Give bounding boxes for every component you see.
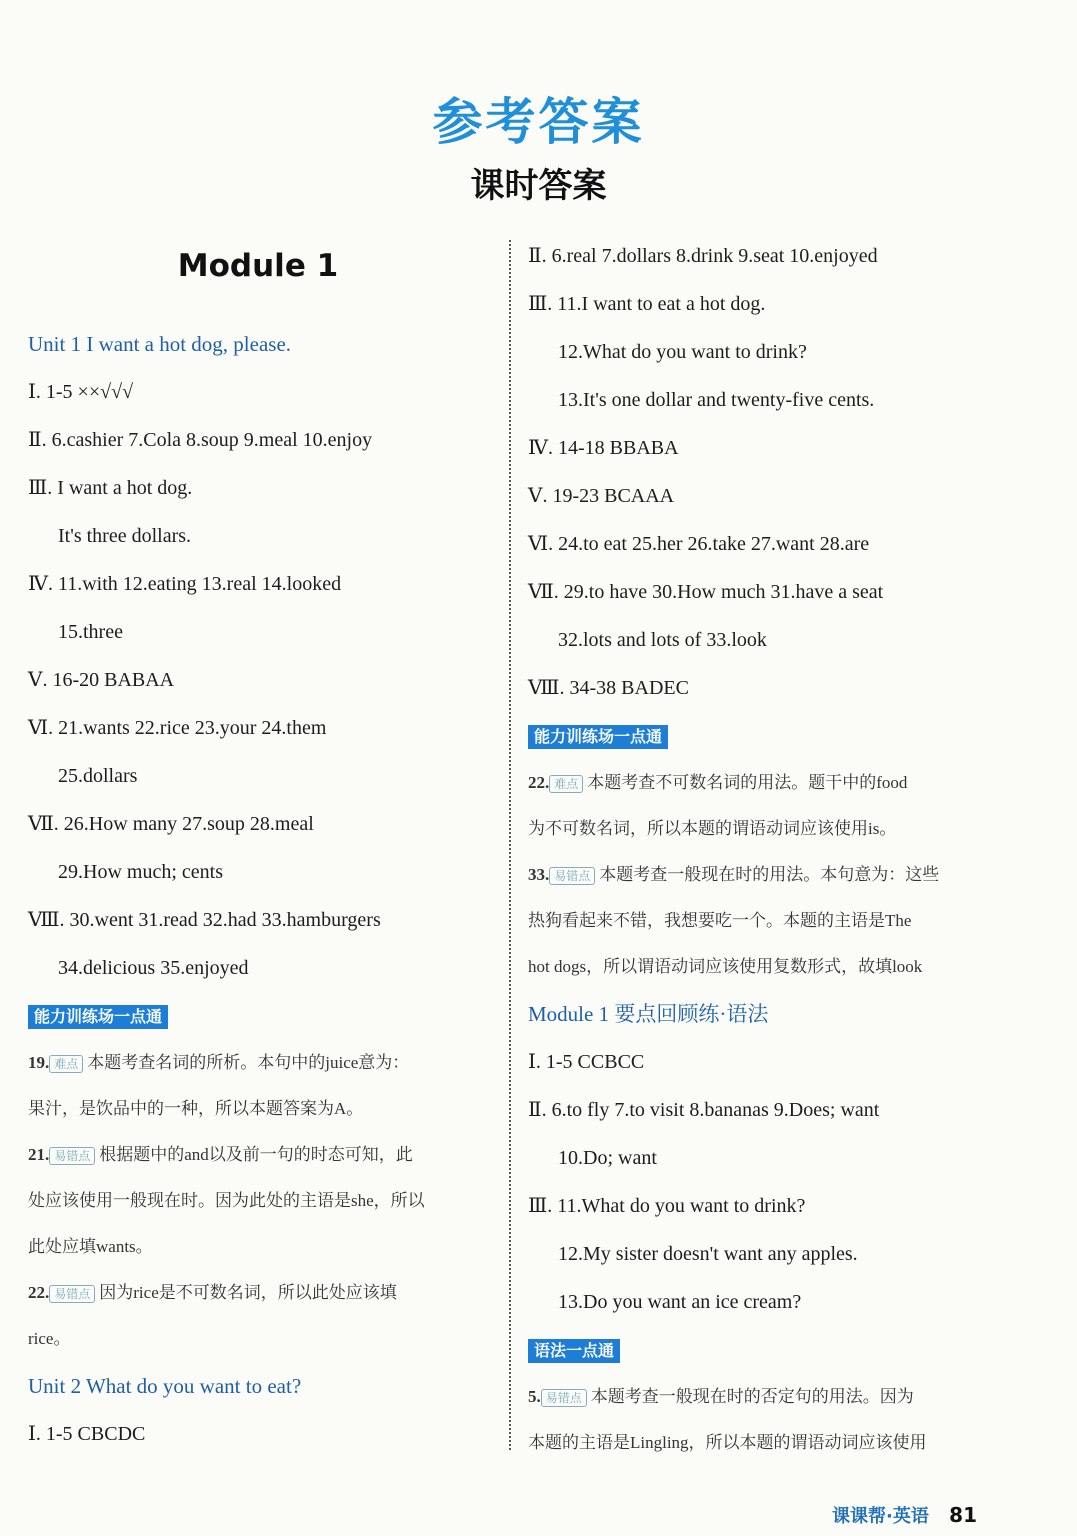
- explanation-number: 21.: [28, 1145, 50, 1164]
- difficulty-badge: 难点: [549, 775, 583, 793]
- page-title: 参考答案: [432, 93, 645, 151]
- footer-brand: 课课帮·英语: [832, 1506, 929, 1527]
- answer-line: Ⅱ. 6.to fly 7.to visit 8.bananas 9.Does; want: [528, 1099, 880, 1121]
- unit-heading: Module 1 要点回顾练·语法: [528, 1002, 769, 1026]
- explanation-text: 本题考查一般现在时的否定句的用法。因为: [590, 1387, 914, 1406]
- answer-line: Ⅱ. 6.real 7.dollars 8.drink 9.seat 10.enjoyed: [528, 245, 878, 267]
- answer-line: 32.lots and lots of 33.look: [558, 629, 767, 651]
- page-subtitle: 课时答案: [470, 166, 607, 206]
- answer-line: Ⅲ. 11.What do you want to drink?: [528, 1195, 806, 1217]
- left-column: [28, 230, 488, 1458]
- left-answer-list: [28, 320, 488, 1458]
- page-number: 81: [949, 1503, 977, 1527]
- explanation-line: [28, 1132, 488, 1178]
- answer-line: Ⅰ. 1-5 ××√√√: [28, 381, 134, 403]
- explanation-line: [28, 1178, 488, 1224]
- difficulty-badge: 易错点: [541, 1389, 587, 1407]
- explanation-text: 此处应填wants。: [28, 1237, 153, 1256]
- section-tag: 能力训练场一点通: [528, 725, 668, 749]
- answer-line: 25.dollars: [58, 765, 138, 787]
- explanation-text: 因为rice是不可数名词，所以此处应该填: [99, 1283, 397, 1302]
- answer-line: Ⅳ. 14-18 BBABA: [528, 437, 679, 459]
- answer-line: 12.What do you want to drink?: [558, 341, 807, 363]
- explanation-number: 5.: [528, 1387, 541, 1406]
- explanation-text: hot dogs，所以谓语动词应该使用复数形式，故填look: [528, 957, 923, 976]
- explanation-line: [28, 1224, 488, 1270]
- answer-line: Ⅱ. 6.cashier 7.Cola 8.soup 9.meal 10.enjoy: [28, 429, 373, 451]
- difficulty-badge: 难点: [49, 1055, 83, 1073]
- answer-line: Ⅵ. 21.wants 22.rice 23.your 24.them: [28, 717, 327, 739]
- right-column: [528, 232, 998, 1466]
- answer-line: Ⅰ. 1-5 CBCDC: [28, 1423, 146, 1445]
- answer-line: 13.It's one dollar and twenty-five cents.: [558, 389, 875, 411]
- answer-line: Ⅷ. 30.went 31.read 32.had 33.hamburgers: [28, 909, 381, 931]
- answer-line: Ⅴ. 16-20 BABAA: [28, 669, 175, 691]
- answer-line: 10.Do; want: [558, 1147, 657, 1169]
- explanation-text: 本题的主语是Lingling，所以本题的谓语动词应该使用: [528, 1433, 927, 1452]
- unit-heading: Unit 2 What do you want to eat?: [28, 1374, 302, 1398]
- explanation-number: 19.: [28, 1053, 50, 1072]
- explanation-line: [528, 944, 998, 990]
- explanation-text: 果汁，是饮品中的一种，所以本题答案为A。: [28, 1099, 364, 1118]
- explanation-number: 22.: [528, 773, 550, 792]
- explanation-line: [28, 1270, 488, 1316]
- unit-heading: Unit 1 I want a hot dog, please.: [28, 332, 292, 356]
- answer-line: 34.delicious 35.enjoyed: [58, 957, 249, 979]
- explanation-line: [528, 760, 998, 806]
- page-footer: [832, 1502, 977, 1528]
- answer-line: Ⅴ. 19-23 BCAAA: [528, 485, 675, 507]
- answer-line: 29.How much; cents: [58, 861, 223, 883]
- section-tag-row: [528, 712, 998, 760]
- explanation-line: [28, 1086, 488, 1132]
- section-tag-row: [28, 992, 488, 1040]
- answer-line: Ⅶ. 26.How many 27.soup 28.meal: [28, 813, 314, 835]
- explanation-text: 根据题中的and以及前一句的时态可知，此: [99, 1145, 413, 1164]
- answer-line: Ⅷ. 34-38 BADEC: [528, 677, 689, 699]
- explanation-text: 处应该使用一般现在时。因为此处的主语是she，所以: [28, 1191, 425, 1210]
- answer-line: Ⅲ. I want a hot dog.: [28, 477, 193, 499]
- explanation-line: [528, 1420, 998, 1466]
- difficulty-badge: 易错点: [49, 1285, 95, 1303]
- module-heading: Module 1: [177, 248, 339, 284]
- column-divider: [509, 240, 511, 1450]
- answer-line: 13.Do you want an ice cream?: [558, 1291, 802, 1313]
- answer-line: 15.three: [58, 621, 123, 643]
- answer-line: Ⅲ. 11.I want to eat a hot dog.: [528, 293, 766, 315]
- explanation-line: [528, 1374, 998, 1420]
- right-answer-list: [528, 232, 998, 1466]
- explanation-number: 33.: [528, 865, 550, 884]
- answer-line: Ⅵ. 24.to eat 25.her 26.take 27.want 28.are: [528, 533, 870, 555]
- answer-line: Ⅰ. 1-5 CCBCC: [528, 1051, 645, 1073]
- explanation-line: [28, 1040, 488, 1086]
- section-tag: 能力训练场一点通: [28, 1005, 168, 1029]
- answer-line: Ⅳ. 11.with 12.eating 13.real 14.looked: [28, 573, 342, 595]
- section-tag-row: [528, 1326, 998, 1374]
- answer-line: 12.My sister doesn't want any apples.: [558, 1243, 858, 1265]
- section-tag: 语法一点通: [528, 1339, 620, 1363]
- difficulty-badge: 易错点: [49, 1147, 95, 1165]
- difficulty-badge: 易错点: [549, 867, 595, 885]
- explanation-number: 22.: [28, 1283, 50, 1302]
- explanation-line: [528, 898, 998, 944]
- answer-line: It's three dollars.: [58, 525, 192, 547]
- explanation-text: 本题考查一般现在时的用法。本句意为：这些: [599, 865, 940, 884]
- answer-line: Ⅶ. 29.to have 30.How much 31.have a seat: [528, 581, 884, 603]
- explanation-text: rice。: [28, 1329, 71, 1348]
- explanation-text: 本题考查不可数名词的用法。题干中的food: [587, 773, 908, 792]
- explanation-text: 本题考查名词的所析。本句中的juice意为：: [87, 1053, 410, 1072]
- explanation-line: [528, 806, 998, 852]
- explanation-line: [28, 1316, 488, 1362]
- explanation-text: 热狗看起来不错，我想要吃一个。本题的主语是The: [528, 911, 912, 930]
- explanation-text: 为不可数名词，所以本题的谓语动词应该使用is。: [528, 819, 897, 838]
- explanation-line: [528, 852, 998, 898]
